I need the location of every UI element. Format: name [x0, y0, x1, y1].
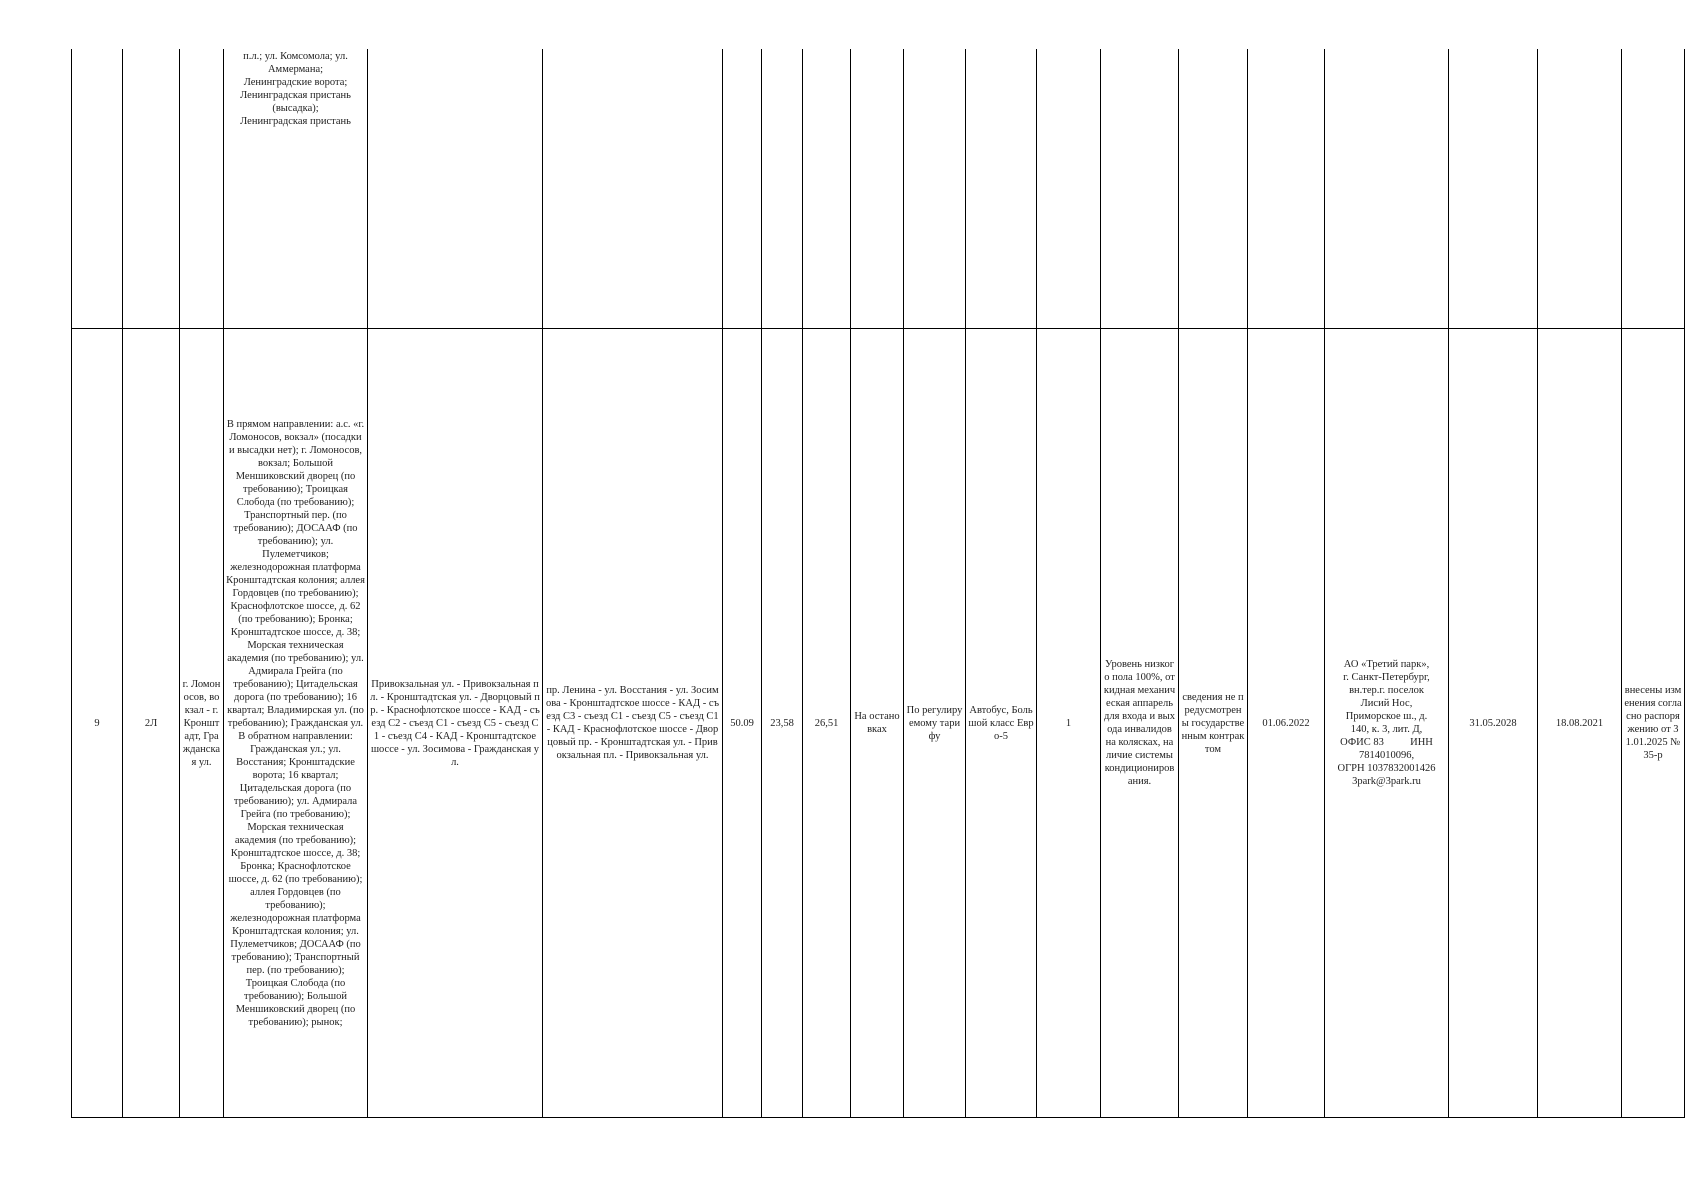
vehicle-count-cell — [1037, 49, 1101, 329]
length-forward-cell: 50.09 — [723, 329, 762, 1118]
stop-order-cell — [851, 49, 904, 329]
length-backward-cell: 23,58 — [762, 329, 803, 1118]
notes-cell: внесены изменения согласно распоряжению от 31.01.2025 № 35-р — [1622, 329, 1685, 1118]
characteristics-cell — [1101, 49, 1179, 329]
stops-line: п.л.; ул. Комсомола; ул. — [243, 51, 348, 62]
contract-info-cell — [1179, 49, 1248, 329]
tariff-cell: По регулируемому тарифу — [904, 329, 966, 1118]
tariff-cell — [904, 49, 966, 329]
carrier-line: ОГРН 1037832001426 — [1337, 763, 1436, 774]
start-date-cell: 01.06.2022 — [1248, 329, 1325, 1118]
carrier-line: 140, к. 3, лит. Д, — [1350, 724, 1423, 735]
length-total-cell — [803, 49, 851, 329]
stops-cell: В прямом направлении: а.с. «г. Ломоносов, вокзал» (посадки и высадки нет); г. Ломоносов, вокзал; Большой Меншиковский дворец (по требованию); Троицкая Слобода (по требованию); Транспортный пер. (по требованию); ДОСААФ (по требованию); ул. Пулеметчиков; железнодорожная платформа Кронштадтская колония; аллея Гордовцев (по требованию); Краснофлотское шоссе, д. 62 (по требованию); Бронка; Кронштадтское шоссе, д. 38; Морская техническая академия (по требованию); ул. Адмирала Грейга (по требованию); Цитадельская дорога (по требованию); 16 квартал; Владимирская ул. (по требованию); Гражданская ул. В обратном направлении: Гражданская ул.; ул. Восстания; Кронштадские ворота; 16 квартал; Цитадельская дорога (по требованию); ул. Адмирала Грейга (по требованию); Морская техническая академия (по требованию); Кронштадтское шоссе, д. 38; Бронка; Краснофлотское шоссе, д. 62 (по требованию); аллея Гордовцев (по требованию); железнодорожная платформа Кронштадтская колония; ул. Пулеметчиков; ДОСААФ (по требованию); Транспортный пер. (по требованию); Троицкая Слобода (по требованию); Большой Меншиковский дворец (по требованию); рынок; — [224, 329, 368, 1118]
number-cell — [72, 49, 123, 329]
carrier-cell — [1325, 329, 1449, 1118]
vehicle-cell: Автобус, Большой класс Евро-5 — [966, 329, 1037, 1118]
start-date-cell — [1248, 49, 1325, 329]
carrier-line: АО «Третий парк», — [1343, 659, 1430, 670]
length-total-cell: 26,51 — [803, 329, 851, 1118]
registry-date-cell — [1538, 49, 1622, 329]
carrier-line: Лисий Нос, — [1360, 698, 1413, 709]
streets-backward-cell — [543, 49, 723, 329]
end-date-cell — [1449, 49, 1538, 329]
stops-cell — [224, 49, 368, 329]
stops-line: (высадка); — [272, 103, 319, 114]
registry-date-cell: 18.08.2021 — [1538, 329, 1622, 1118]
routes-registry-table — [71, 49, 1685, 1118]
carrier-line: ОФИС 83 ИНН — [1340, 737, 1433, 748]
route-code-cell — [123, 49, 180, 329]
contract-info-cell: сведения не предусмотрены государственным контрактом — [1179, 329, 1248, 1118]
carrier-line: вн.тер.г. поселок — [1349, 685, 1424, 696]
end-date-cell: 31.05.2028 — [1449, 329, 1538, 1118]
carrier-line: Приморское ш., д. — [1345, 711, 1428, 722]
table-row — [72, 329, 1685, 1118]
stops-line: Ленинградская пристань — [240, 90, 351, 101]
stops-line: Ленинградские ворота; — [243, 77, 348, 88]
stops-line: Аммермана; — [267, 64, 324, 75]
stops-line: Ленинградская пристань — [240, 116, 351, 127]
characteristics-cell: Уровень низкого пола 100%, откидная механическая аппарель для входа и выхода инвалидов на колясках, наличие системы кондиционирования. — [1101, 329, 1179, 1118]
notes-cell — [1622, 49, 1685, 329]
stop-order-cell: На остановках — [851, 329, 904, 1118]
number-cell: 9 — [72, 329, 123, 1118]
streets-backward-cell: пр. Ленина - ул. Восстания - ул. Зосимова - Кронштадтское шоссе - КАД - съезд С3 - съезд С1 - съезд С5 - съезд С1 - КАД - Краснофлотское шоссе - Дворцовый пр. - Кронштадтская ул. - Привокзальная пл. - Привокзальная ул. — [543, 329, 723, 1118]
route-name-cell: г. Ломоносов, вокзал - г. Кронштадт, Гражданская ул. — [180, 329, 224, 1118]
streets-forward-cell — [368, 49, 543, 329]
carrier-cell — [1325, 49, 1449, 329]
length-forward-cell — [723, 49, 762, 329]
vehicle-cell — [966, 49, 1037, 329]
carrier-line: 7814010096, — [1358, 750, 1415, 761]
length-backward-cell — [762, 49, 803, 329]
carrier-line: г. Санкт-Петербург, — [1343, 672, 1430, 683]
route-code-cell: 2Л — [123, 329, 180, 1118]
carrier-line: 3park@3park.ru — [1352, 776, 1421, 787]
streets-forward-cell: Привокзальная ул. - Привокзальная пл. - Кронштадтская ул. - Дворцовый пр. - Краснофлотское шоссе - КАД - съезд С2 - съезд С1 - съезд С5 - съезд С1 - съезд С4 - КАД - Кронштадтское шоссе - ул. Зосимова - Гражданская ул. — [368, 329, 543, 1118]
route-name-cell — [180, 49, 224, 329]
vehicle-count-cell: 1 — [1037, 329, 1101, 1118]
table-row — [72, 49, 1685, 329]
